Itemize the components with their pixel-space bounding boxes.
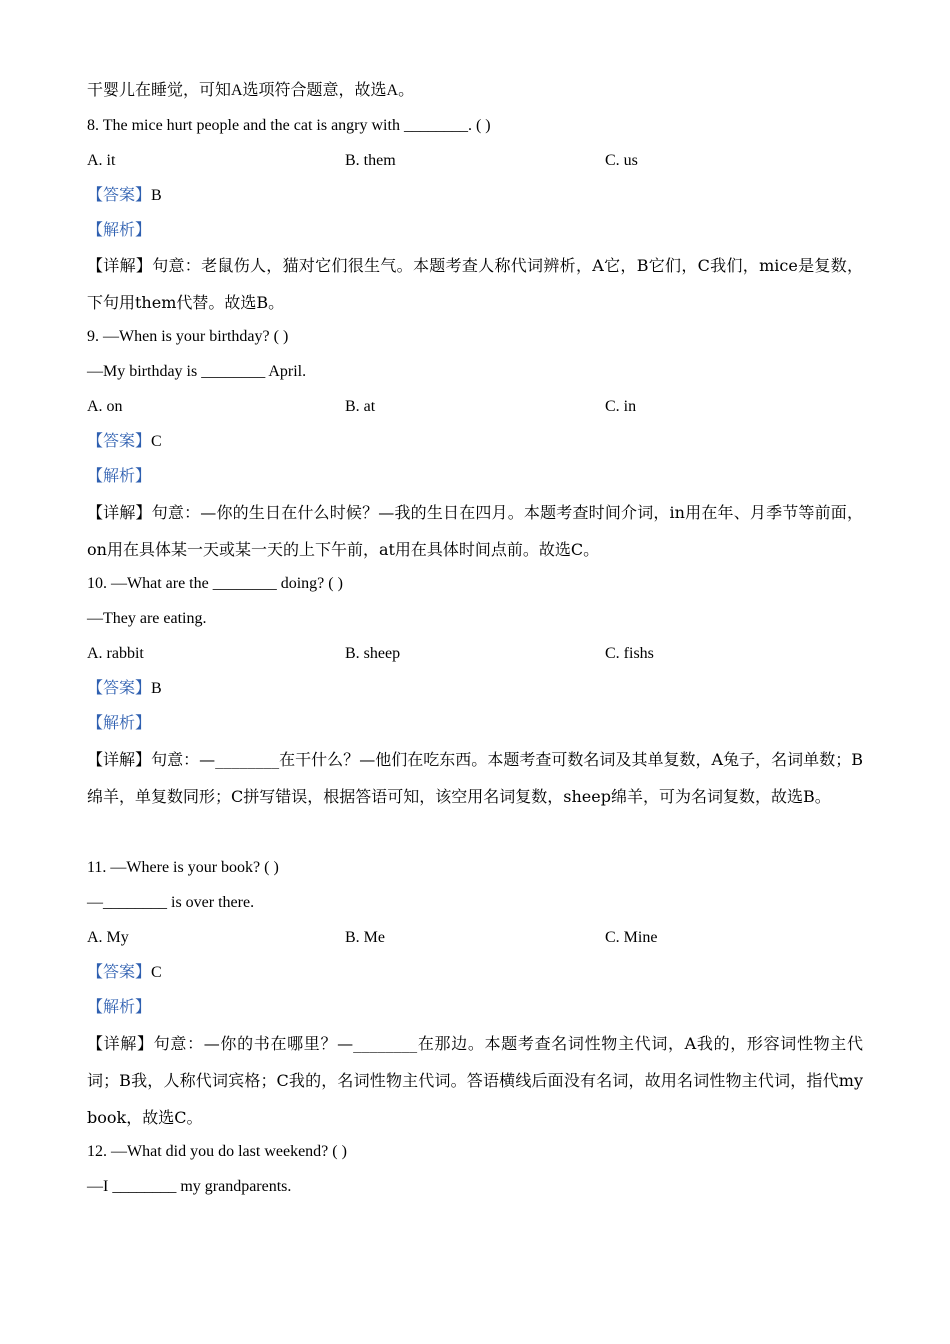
- continued-explanation-line: 干婴儿在睡觉，可知A选项符合题意，故选A。: [87, 82, 415, 99]
- answer-label: 【答案】: [87, 433, 152, 450]
- question-10-stem: 10. —What are the ________ doing? ( ): [87, 575, 343, 592]
- question-11-option-a: A. My: [87, 929, 129, 946]
- question-8-stem: 8. The mice hurt people and the cat is angry with ________. ( ): [87, 117, 491, 134]
- answer-label: 【答案】: [87, 964, 152, 981]
- question-10-analysis-label: 【解析】: [87, 715, 152, 732]
- question-10-answer: [87, 679, 162, 699]
- question-9-option-a: A. on: [87, 398, 123, 415]
- detail-text: 句意：老鼠伤人，猫对它们很生气。本题考查人称代词辨析，A它，B它们，C我们，mice是复数，下句用them代替。故选B。: [87, 256, 863, 312]
- detail-label: 【详解】: [87, 1034, 154, 1053]
- detail-text: 句意：—你的生日在什么时候？—我的生日在四月。本题考查时间介词，in用在年、月季节等前面，on用在具体某一天或某一天的上下午前，at用在具体时间点前。故选C。: [87, 503, 863, 559]
- question-9-stem: 9. —When is your birthday? ( ): [87, 328, 289, 345]
- question-9-option-b: B. at: [345, 398, 376, 415]
- question-11-detail: [87, 1025, 863, 1136]
- question-10-option-b: B. sheep: [345, 645, 401, 662]
- question-10-detail: [87, 741, 863, 815]
- detail-label: 【详解】: [87, 256, 153, 275]
- question-8-answer: [87, 186, 162, 206]
- question-12-stem: 12. —What did you do last weekend? ( ): [87, 1143, 347, 1160]
- question-9-reply: —My birthday is ________ April.: [87, 363, 307, 380]
- answer-value: C: [151, 964, 162, 981]
- question-9-analysis-label: 【解析】: [87, 468, 152, 485]
- question-10-reply: —They are eating.: [87, 610, 207, 627]
- answer-value: B: [151, 187, 162, 204]
- question-8-option-a: A. it: [87, 152, 116, 169]
- detail-label: 【详解】: [87, 503, 152, 522]
- detail-text: 句意：—你的书在哪里？—________在那边。本题考查名词性物主代词，A我的，形容词性物主代词；B我，人称代词宾格；C我的，名词性物主代词。答语横线后面没有名词，故用名词性物主代词，指代my book，故选C。: [87, 1034, 863, 1127]
- detail-text: 句意：—________在干什么？—他们在吃东西。本题考查可数名词及其单复数，A兔子，名词单数；B绵羊，单复数同形；C拼写错误，根据答语可知，该空用名词复数，sheep绵羊，可为名词复数，故选B。: [87, 750, 863, 806]
- question-11-option-c: C. Mine: [605, 929, 658, 946]
- answer-label: 【答案】: [87, 187, 152, 204]
- question-11-analysis-label: 【解析】: [87, 999, 152, 1016]
- question-11-answer: [87, 963, 162, 983]
- question-11-stem: 11. —Where is your book? ( ): [87, 859, 279, 876]
- question-11-reply: —________ is over there.: [87, 894, 255, 911]
- question-10-option-a: A. rabbit: [87, 645, 144, 662]
- question-8-option-c: C. us: [605, 152, 638, 169]
- answer-value: C: [151, 433, 162, 450]
- detail-label: 【详解】: [87, 750, 152, 769]
- question-9-detail: [87, 494, 863, 568]
- question-9-answer: [87, 432, 162, 452]
- question-8-analysis-label: 【解析】: [87, 222, 152, 239]
- question-11-option-b: B. Me: [345, 929, 385, 946]
- question-8-option-b: B. them: [345, 152, 396, 169]
- question-8-detail: [87, 247, 863, 321]
- question-10-option-c: C. fishs: [605, 645, 654, 662]
- answer-value: B: [151, 680, 162, 697]
- answer-label: 【答案】: [87, 680, 152, 697]
- question-9-option-c: C. in: [605, 398, 637, 415]
- question-12-reply: —I ________ my grandparents.: [87, 1178, 292, 1195]
